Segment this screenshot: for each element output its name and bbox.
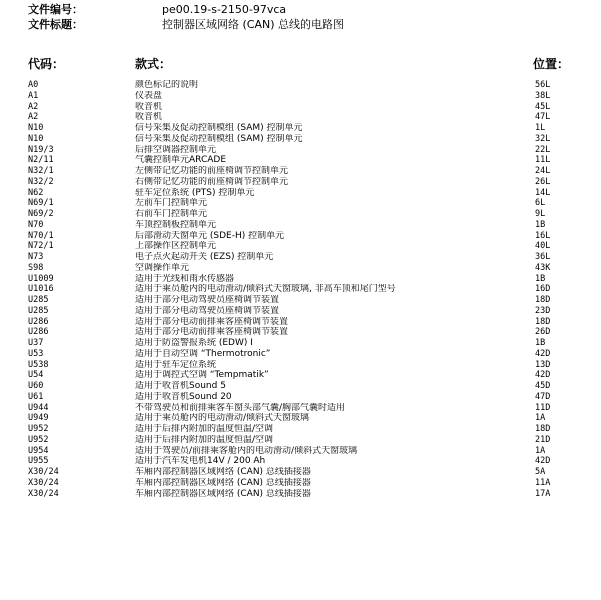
row-description: 车厢内部控制器区域网络 (CAN) 总线插接器 xyxy=(135,467,311,477)
column-header-model: 款式： xyxy=(135,57,172,71)
table-row xyxy=(0,166,601,177)
row-code: N10 xyxy=(28,123,44,133)
row-code: U285 xyxy=(28,295,49,305)
table-row xyxy=(0,370,601,381)
row-description: 适用于调控式空调 “Tempmatik” xyxy=(135,370,269,381)
row-code: U60 xyxy=(28,381,44,391)
row-description: 适用于收音机Sound 5 xyxy=(135,381,226,391)
row-code: S98 xyxy=(28,262,44,273)
table-row xyxy=(0,338,601,349)
table-row xyxy=(0,478,601,489)
row-position: 1B xyxy=(535,273,546,284)
row-code: N2/11 xyxy=(28,155,54,166)
row-position: 13D xyxy=(535,359,551,370)
table-row xyxy=(0,295,601,306)
row-description: 后排空调器控制单元 xyxy=(135,144,217,155)
row-description: 右前车门控制单元 xyxy=(135,209,208,219)
row-position: 16L xyxy=(535,230,551,241)
row-position: 56L xyxy=(535,80,551,90)
row-description: 适用于自动空调 “Thermotronic” xyxy=(135,348,271,359)
row-position: 36L xyxy=(535,252,551,262)
table-row xyxy=(0,188,601,199)
row-code: N72/1 xyxy=(28,241,54,252)
row-description: 适用于防盗警报系统 (EDW) I xyxy=(135,338,253,348)
row-position: 47D xyxy=(535,391,551,402)
row-description: 驻车定位系统 (PTS) 控制单元 xyxy=(135,187,255,198)
row-description: 适用于后排内附加的温度恒温/空调 xyxy=(135,424,274,434)
table-row xyxy=(0,209,601,220)
document-title-value: 控制器区域网络 (CAN) 总线的电路图 xyxy=(162,18,345,31)
table-row xyxy=(0,91,601,102)
table-row xyxy=(0,349,601,360)
row-position: 14L xyxy=(535,187,551,198)
row-description: 适用于后排内附加的温度恒温/空调 xyxy=(135,434,274,445)
table-row xyxy=(0,220,601,231)
row-position: 9L xyxy=(535,209,546,219)
row-description: 右侧带记忆功能的前座椅调节控制单元 xyxy=(135,176,289,187)
table-row xyxy=(0,392,601,403)
row-description: 信号采集及促动控制模组 (SAM) 控制单元 xyxy=(135,133,303,144)
row-description: 适用于部分电动前排乘客座椅调节装置 xyxy=(135,327,289,338)
row-code: U286 xyxy=(28,327,49,338)
row-description: 适用于乘员舱内的电动滑动/倾斜式天窗玻璃 xyxy=(135,413,310,424)
table-row xyxy=(0,231,601,242)
column-header-code: 代码： xyxy=(28,57,65,71)
row-description: 适用于光线和雨水传感器 xyxy=(135,273,235,284)
table-row xyxy=(0,424,601,435)
row-description: 气囊控制单元ARCADE xyxy=(135,155,227,166)
row-code: U286 xyxy=(28,316,49,327)
row-description: 适用于收音机Sound 20 xyxy=(135,391,232,402)
row-description: 车厢内部控制器区域网络 (CAN) 总线插接器 xyxy=(135,488,311,499)
table-row xyxy=(0,403,601,414)
row-code: U952 xyxy=(28,434,49,445)
row-position: 11D xyxy=(535,402,551,413)
row-position: 1A xyxy=(535,445,546,456)
row-description: 适用于部分电动驾驶员座椅调节装置 xyxy=(135,295,280,305)
table-header xyxy=(0,55,601,71)
table-row xyxy=(0,241,601,252)
row-position: 42D xyxy=(535,370,551,381)
row-description: 不带驾驶员和前排乘客车窗头部气囊/胸部气囊时适用 xyxy=(135,402,346,413)
row-position: 40L xyxy=(535,241,551,252)
document-title-label: 文件标题： xyxy=(28,18,83,31)
row-description: 后部滑动天窗单元 (SDE-H) 控制单元 xyxy=(135,230,285,241)
row-code: A1 xyxy=(28,90,39,101)
table-row xyxy=(0,155,601,166)
row-code: N70/1 xyxy=(28,230,54,241)
row-code: A2 xyxy=(28,101,39,112)
row-position: 43K xyxy=(535,262,551,273)
document-number-label: 文件编号： xyxy=(28,3,83,16)
row-code: A0 xyxy=(28,80,39,90)
row-code: U285 xyxy=(28,305,49,316)
component-table xyxy=(0,80,601,499)
row-position: 18D xyxy=(535,295,551,305)
table-row xyxy=(0,327,601,338)
row-description: 信号采集及促动控制模组 (SAM) 控制单元 xyxy=(135,123,303,133)
row-position: 18D xyxy=(535,316,551,327)
column-header-position: 位置： xyxy=(533,57,570,71)
table-row xyxy=(0,456,601,467)
table-row xyxy=(0,102,601,113)
table-row xyxy=(0,284,601,295)
row-position: 1L xyxy=(535,123,546,133)
row-code: U954 xyxy=(28,445,49,456)
table-row xyxy=(0,446,601,457)
row-code: U944 xyxy=(28,402,49,413)
row-description: 上部操作区控制单元 xyxy=(135,241,217,252)
table-row xyxy=(0,489,601,500)
row-position: 6L xyxy=(535,198,546,209)
row-position: 1B xyxy=(535,219,546,230)
row-position: 47L xyxy=(535,112,551,123)
table-row xyxy=(0,435,601,446)
table-row xyxy=(0,123,601,134)
table-row xyxy=(0,317,601,328)
row-position: 11A xyxy=(535,477,551,488)
row-code: A2 xyxy=(28,112,39,123)
row-description: 适用于驾驶员/前排乘客舱内的电动滑动/倾斜式天窗玻璃 xyxy=(135,445,358,456)
row-code: N32/2 xyxy=(28,176,54,187)
document-number-value: pe00.19-s-2150-97vca xyxy=(162,3,287,16)
row-code: U538 xyxy=(28,359,49,370)
row-code: U949 xyxy=(28,413,49,424)
table-row xyxy=(0,252,601,263)
row-position: 24L xyxy=(535,166,551,176)
table-row xyxy=(0,306,601,317)
row-position: 11L xyxy=(535,155,551,166)
table-row xyxy=(0,263,601,274)
row-description: 适用于汽车发电机14V / 200 Ah xyxy=(135,456,266,467)
row-position: 21D xyxy=(535,434,551,445)
row-code: U955 xyxy=(28,456,49,467)
table-row xyxy=(0,381,601,392)
row-position: 32L xyxy=(535,133,551,144)
row-code: N32/1 xyxy=(28,166,54,176)
row-description: 颜色标记的说明 xyxy=(135,80,199,90)
row-description: 收音机 xyxy=(135,112,163,123)
row-description: 适用于乘员舱内的电动滑动/倾斜式天窗玻璃, 非高车顶和尾门型号 xyxy=(135,284,396,295)
row-code: U54 xyxy=(28,370,44,381)
row-code: U1016 xyxy=(28,284,54,295)
row-code: N70 xyxy=(28,219,44,230)
row-position: 1A xyxy=(535,413,546,424)
row-position: 45D xyxy=(535,381,551,391)
row-position: 42D xyxy=(535,456,551,467)
row-position: 17A xyxy=(535,488,551,499)
row-code: N10 xyxy=(28,133,44,144)
table-row xyxy=(0,134,601,145)
row-code: U53 xyxy=(28,348,44,359)
table-row xyxy=(0,80,601,91)
row-description: 适用于驻车定位系统 xyxy=(135,359,217,370)
row-position: 18D xyxy=(535,424,551,434)
table-row xyxy=(0,360,601,371)
table-row xyxy=(0,467,601,478)
row-position: 5A xyxy=(535,467,546,477)
row-code: N19/3 xyxy=(28,144,54,155)
table-row xyxy=(0,145,601,156)
row-code: N69/2 xyxy=(28,209,54,219)
row-code: N69/1 xyxy=(28,198,54,209)
row-position: 1B xyxy=(535,338,546,348)
table-row xyxy=(0,198,601,209)
row-code: X30/24 xyxy=(28,477,59,488)
row-code: U952 xyxy=(28,424,49,434)
row-code: U1009 xyxy=(28,273,54,284)
row-description: 空调操作单元 xyxy=(135,262,190,273)
row-code: X30/24 xyxy=(28,488,59,499)
row-description: 仪表盘 xyxy=(135,90,163,101)
row-description: 车顶控制板控制单元 xyxy=(135,219,217,230)
row-code: X30/24 xyxy=(28,467,59,477)
row-position: 26D xyxy=(535,327,551,338)
row-code: N62 xyxy=(28,187,44,198)
row-description: 电子点火起动开关 (EZS) 控制单元 xyxy=(135,252,274,262)
table-row xyxy=(0,274,601,285)
row-description: 适用于部分电动驾驶员座椅调节装置 xyxy=(135,305,280,316)
table-row xyxy=(0,112,601,123)
row-position: 38L xyxy=(535,90,551,101)
table-row xyxy=(0,177,601,188)
row-description: 车厢内部控制器区域网络 (CAN) 总线插接器 xyxy=(135,477,311,488)
row-description: 左侧带记忆功能的前座椅调节控制单元 xyxy=(135,166,289,176)
row-description: 左前车门控制单元 xyxy=(135,198,208,209)
row-position: 45L xyxy=(535,101,551,112)
row-description: 收音机 xyxy=(135,101,163,112)
row-position: 42D xyxy=(535,348,551,359)
row-code: U37 xyxy=(28,338,44,348)
row-position: 23D xyxy=(535,305,551,316)
row-position: 26L xyxy=(535,176,551,187)
row-description: 适用于部分电动前排乘客座椅调节装置 xyxy=(135,316,289,327)
table-row xyxy=(0,413,601,424)
row-code: N73 xyxy=(28,252,44,262)
row-position: 22L xyxy=(535,144,551,155)
row-position: 16D xyxy=(535,284,551,295)
row-code: U61 xyxy=(28,391,44,402)
